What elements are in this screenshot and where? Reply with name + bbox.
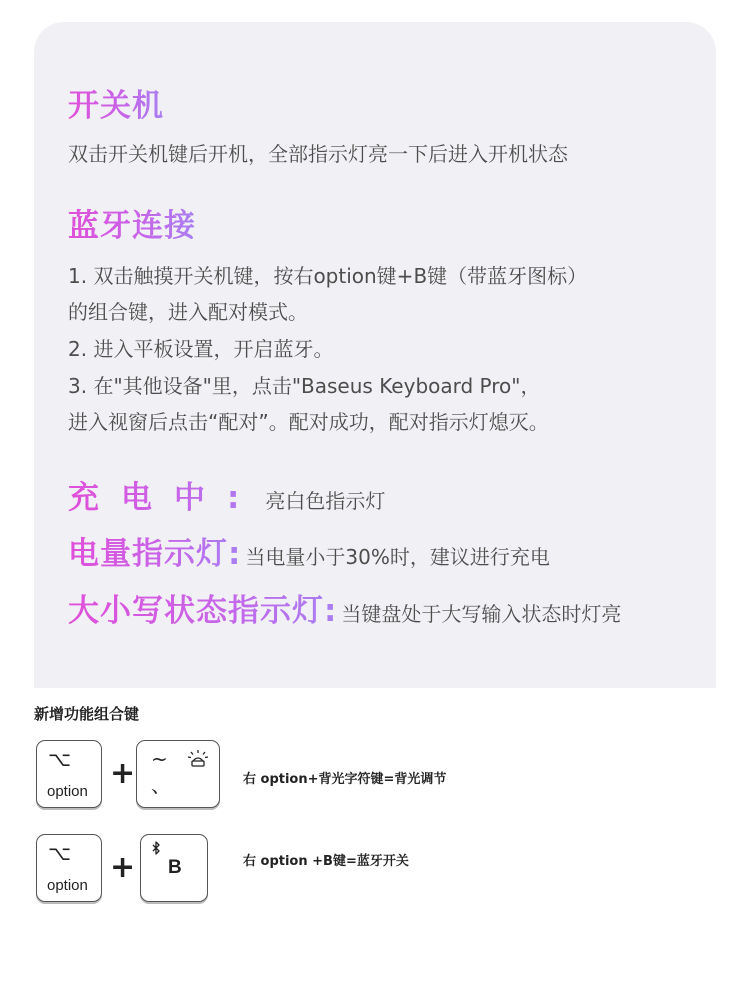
plus-sign: +: [110, 756, 136, 791]
backlight-key: [136, 740, 220, 808]
bluetooth-line: 3. 在"其他设备"里，点击"Baseus Keyboard Pro"，: [68, 374, 541, 398]
bluetooth-line: 的组合键，进入配对模式。: [68, 300, 308, 324]
b-key: [140, 834, 208, 902]
bluetooth-heading: 蓝牙连接: [68, 200, 196, 245]
backtick-symbol: 、: [151, 773, 171, 797]
status-label: 电量指示灯:: [68, 528, 241, 573]
status-battery: [68, 528, 550, 573]
combo-description: 右 option+背光字符键=背光调节: [243, 772, 447, 787]
tilde-symbol: ~: [151, 747, 168, 771]
backlight-icon: [187, 749, 209, 769]
option-symbol-icon: ⌥: [48, 841, 72, 865]
new-combos-title: 新增功能组合键: [34, 705, 140, 723]
status-label: 大小写状态指示灯:: [68, 585, 337, 630]
option-symbol-icon: ⌥: [48, 747, 72, 771]
option-key: [36, 740, 102, 808]
bluetooth-line: 进入视窗后点击“配对”。配对成功，配对指示灯熄灭。: [68, 410, 549, 434]
status-value: 亮白色指示灯: [265, 489, 386, 513]
bluetooth-icon: [151, 841, 161, 855]
status-label: 充电中:: [68, 472, 261, 517]
bluetooth-line: 1. 双击触摸开关机键，按右option键+B键（带蓝牙图标）: [68, 264, 588, 288]
status-charging: [68, 472, 385, 517]
power-text: 双击开关机键后开机，全部指示灯亮一下后进入开机状态: [68, 142, 568, 166]
power-heading: 开关机: [68, 80, 164, 125]
status-value: 当电量小于30%时，建议进行充电: [245, 545, 550, 569]
status-capslock: [68, 585, 621, 630]
status-value: 当键盘处于大写输入状态时灯亮: [341, 602, 622, 626]
option-key: [36, 834, 102, 902]
combo-description: 右 option +B键=蓝牙开关: [243, 854, 409, 869]
bluetooth-line: 2. 进入平板设置，开启蓝牙。: [68, 337, 334, 361]
b-key-label: B: [168, 857, 182, 878]
option-key-label: option: [47, 877, 88, 894]
plus-sign: +: [110, 850, 136, 885]
option-key-label: option: [47, 783, 88, 800]
